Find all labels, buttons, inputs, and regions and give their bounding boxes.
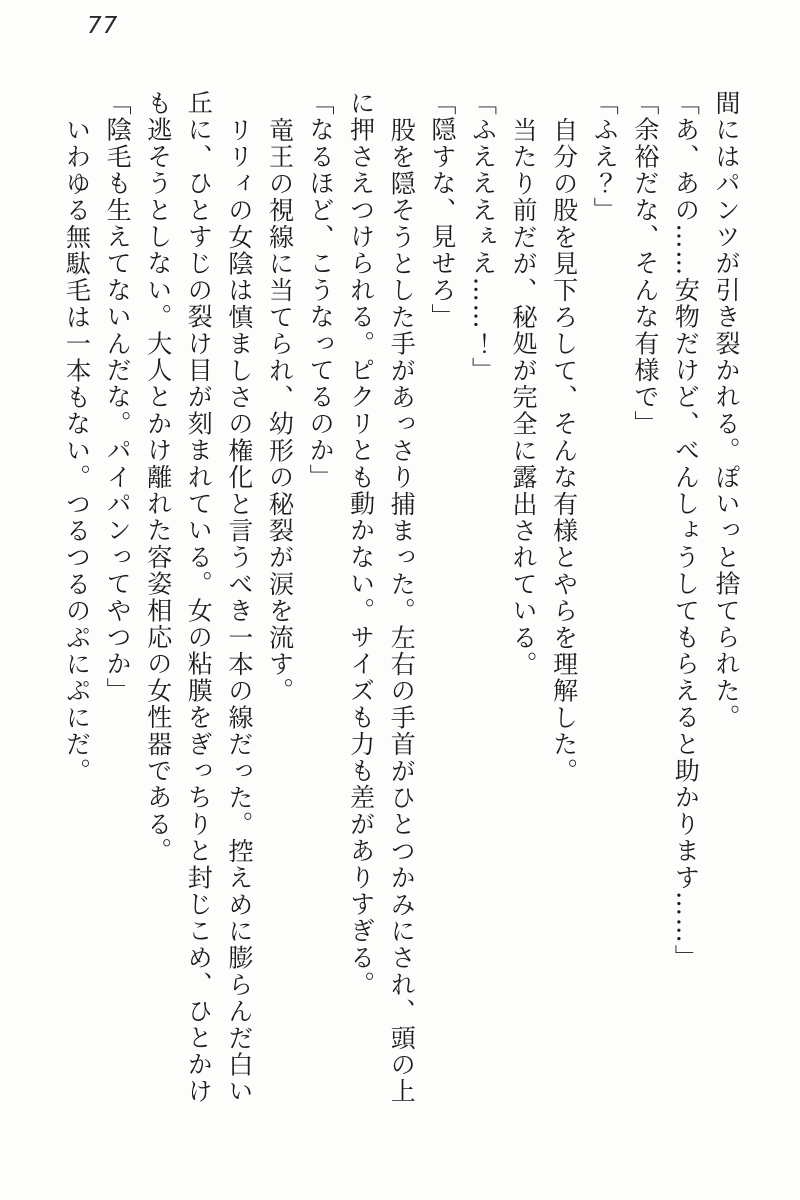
text-line: 「陰毛も生えてないんだな。パイパンってやつか」 <box>103 90 133 705</box>
text-line: 「隠すな、見せろ」 <box>427 90 457 331</box>
text-line: に押さえつけられる。ピクリとも動かない。サイズも力も差がありすぎる。 <box>346 90 376 998</box>
text-line: リリィの女陰は慎ましさの権化と言うべき一本の線だった。控えめに膨らんだ白い <box>224 117 254 1105</box>
text-line: 「ふえ？」 <box>590 90 620 224</box>
text-line: いわゆる無駄毛は一本もない。つるつるのぷにぷにだ。 <box>62 117 92 785</box>
page-number: 77 <box>87 13 119 39</box>
text-line: 「余裕だな、そんな有様で」 <box>630 90 660 438</box>
text-line: 「なるほど、こうなってるのか」 <box>306 90 336 491</box>
text-line: 「ふえええぇえ……！」 <box>468 90 498 384</box>
text-line: 自分の股を見下ろして、そんな有様とやらを理解した。 <box>549 117 579 785</box>
text-line: 丘に、ひとすじの裂け目が刻まれている。女の粘膜をぎっちりと封じこめ、ひとかけ <box>184 90 214 1105</box>
text-line: 股を隠そうとした手があっさり捕まった。左右の手首がひとつかみにされ、頭の上 <box>387 117 417 1105</box>
text-line: 当たり前だが、秘処が完全に露出されている。 <box>509 117 539 678</box>
text-line: 竜王の視線に当てられ、幼形の秘裂が涙を流す。 <box>265 117 295 705</box>
text-line: も逃そうとしない。大人とかけ離れた容姿相応の女性器である。 <box>143 90 173 865</box>
vertical-text-block <box>56 90 746 1115</box>
text-line: 間にはパンツが引き裂かれる。ぽいっと捨てられた。 <box>712 90 741 731</box>
text-line: 「あ、あの……安物だけど、べんしょうしてもらえると助かります……」 <box>671 90 701 972</box>
